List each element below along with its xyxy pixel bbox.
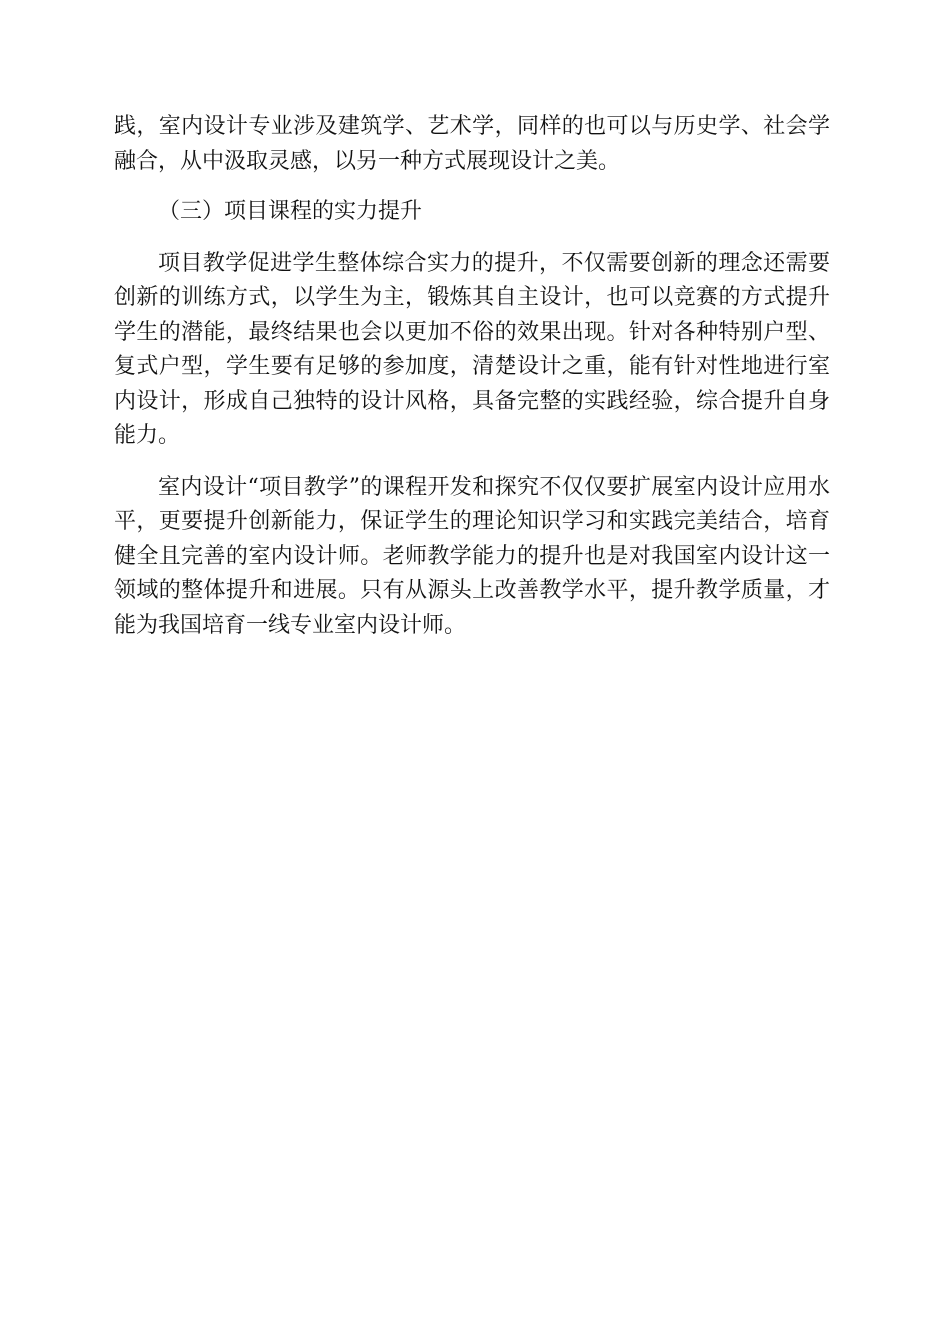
section-heading: （三）项目课程的实力提升 xyxy=(158,199,423,224)
paragraph-continuation: 践，室内设计专业涉及建筑学、艺术学，同样的也可以与历史学、社会学融合，从中汲取灵感，以另一种方式展现设计之美。 xyxy=(114,114,830,174)
document-page xyxy=(114,110,830,643)
paragraph-body: 室内设计“项目教学”的课程开发和探究不仅仅要扩展室内设计应用水平，更要提升创新能力，保证学生的理论知识学习和实践完美结合，培育健全且完善的室内设计师。老师教学能力的提升也是对我国室内设计这一领域的整体提升和进展。只有从源头上改善教学水平，提升教学质量，才能为我国培育一线专业室内设计师。 xyxy=(114,474,830,638)
paragraph-body: 项目教学促进学生整体综合实力的提升，不仅需要创新的理念还需要创新的训练方式，以学生为主，锻炼其自主设计，也可以竞赛的方式提升学生的潜能，最终结果也会以更加不俗的效果出现。针对各种特别户型、复式户型，学生要有足够的参加度，清楚设计之重，能有针对性地进行室内设计，形成自己独特的设计风格，具备完整的实践经验，综合提升自身能力。 xyxy=(114,250,830,448)
